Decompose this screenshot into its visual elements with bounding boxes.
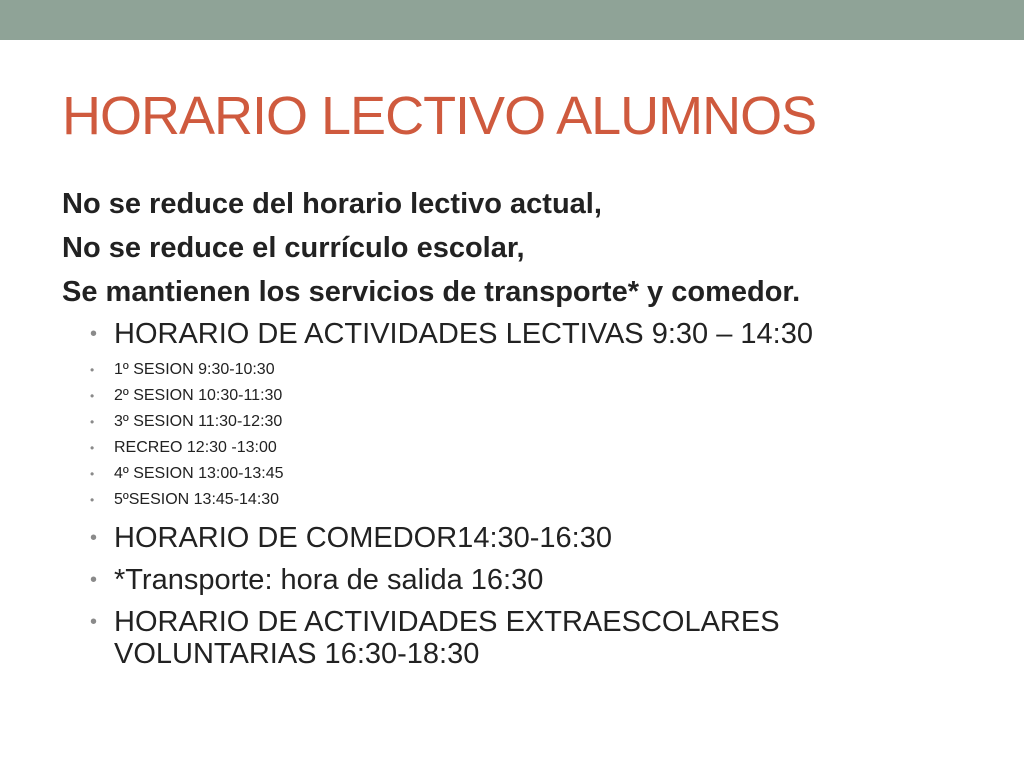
- bullet-dot-icon: •: [90, 527, 98, 549]
- bullet-text: HORARIO DE ACTIVIDADES LECTIVAS 9:30 – 14:30: [114, 318, 813, 350]
- bullet-dot-icon: •: [90, 467, 95, 481]
- bullet-dot-icon: •: [90, 415, 95, 429]
- sub-bullet-session-1: [62, 360, 982, 380]
- sub-bullet-text: 2º SESION 10:30-11:30: [114, 387, 283, 404]
- bullet-item-dining-hours: [62, 522, 982, 554]
- intro-line-3: Se mantienen los servicios de transporte* y comedor.: [62, 276, 801, 308]
- bullet-text: *Transporte: hora de salida 16:30: [114, 564, 544, 596]
- sub-bullet-session-5: [62, 490, 982, 510]
- sub-bullet-text: 4º SESION 13:00-13:45: [114, 465, 284, 482]
- bullet-dot-icon: •: [90, 611, 98, 633]
- intro-line-2: No se reduce el currículo escolar,: [62, 232, 525, 264]
- sub-bullet-text: 3º SESION 11:30-12:30: [114, 413, 283, 430]
- bullet-item-extracurricular: [62, 606, 982, 670]
- slide-body: [62, 182, 982, 670]
- bullet-dot-icon: •: [90, 363, 95, 377]
- intro-line-1: No se reduce del horario lectivo actual,: [62, 188, 602, 220]
- bullet-item-lective-hours: [62, 318, 982, 350]
- bullet-dot-icon: •: [90, 389, 95, 403]
- sub-bullet-session-2: [62, 386, 982, 406]
- bullet-dot-icon: •: [90, 323, 98, 345]
- sub-bullet-session-3: [62, 412, 982, 432]
- top-decorative-band: [0, 0, 1024, 40]
- bullet-item-transport: [62, 564, 982, 596]
- sub-bullet-text: 1º SESION 9:30-10:30: [114, 361, 275, 378]
- sub-bullet-text: RECREO 12:30 -13:00: [114, 439, 277, 456]
- sub-bullet-recess: [62, 438, 982, 458]
- bullet-dot-icon: •: [90, 569, 98, 591]
- slide-title: HORARIO LECTIVO ALUMNOS: [62, 86, 817, 146]
- bullet-dot-icon: •: [90, 441, 95, 455]
- bullet-list: [62, 318, 982, 670]
- bullet-text: HORARIO DE COMEDOR14:30-16:30: [114, 522, 612, 554]
- sub-bullet-session-4: [62, 464, 982, 484]
- bullet-text-line-1: HORARIO DE ACTIVIDADES EXTRAESCOLARES: [114, 606, 780, 638]
- bullet-dot-icon: •: [90, 493, 95, 507]
- bullet-text-line-2: VOLUNTARIAS 16:30-18:30: [114, 638, 480, 670]
- sub-bullet-text: 5ºSESION 13:45-14:30: [114, 491, 280, 508]
